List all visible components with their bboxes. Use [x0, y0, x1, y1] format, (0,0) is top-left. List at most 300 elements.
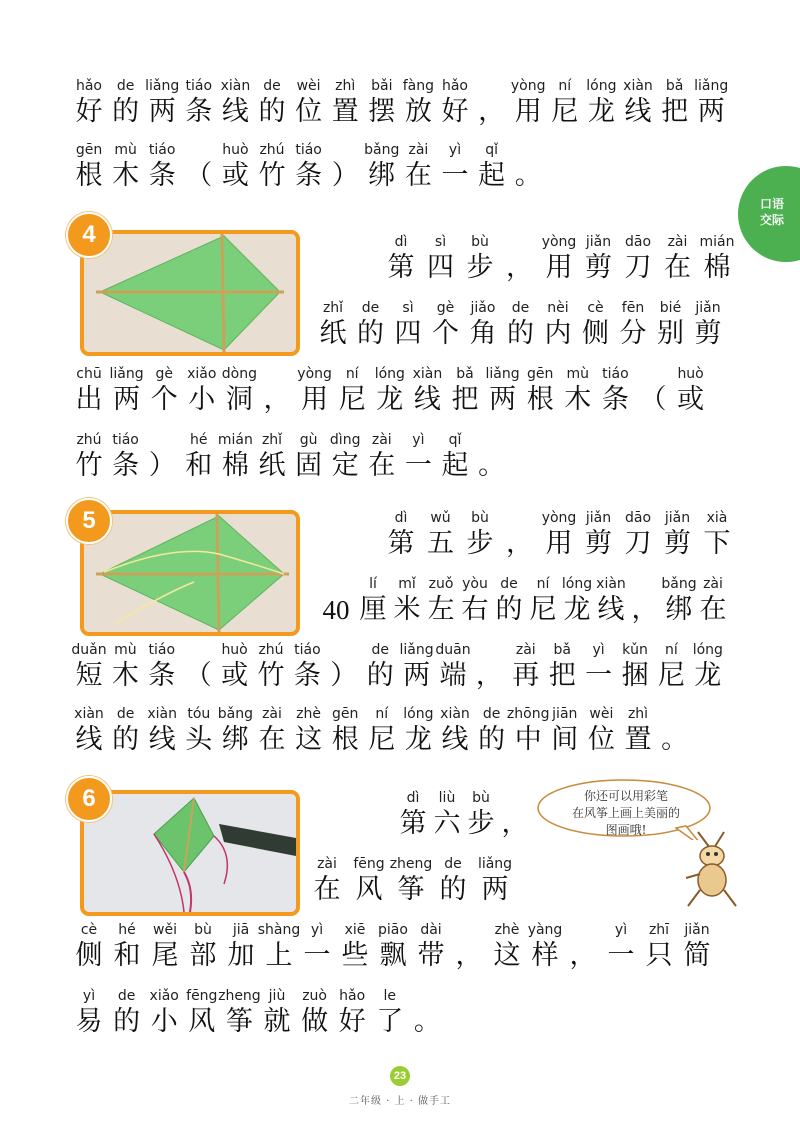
pinyin: ní	[558, 78, 572, 94]
hanzi: 用	[301, 384, 329, 415]
hanzi: 小	[150, 1006, 178, 1037]
pinyin: tiáo	[295, 142, 322, 158]
bubble-text: 你还可以用彩笔 在风筝上画上美丽的 图画哦!	[571, 789, 680, 837]
pinyin: yì	[310, 922, 324, 938]
pinyin: zuǒ	[428, 576, 454, 592]
pinyin: xiǎo	[187, 366, 217, 382]
hanzi: 刀	[624, 252, 652, 283]
pinyin: bù	[194, 922, 212, 938]
page-number: 23	[390, 1066, 410, 1086]
pinyin: lí	[369, 576, 377, 592]
pinyin: gēn	[75, 142, 103, 158]
hanzi: 在	[664, 252, 691, 283]
step-4-photo	[80, 230, 300, 356]
hanzi: 条	[295, 160, 323, 191]
pinyin: zài	[262, 706, 282, 722]
hanzi: 剪	[664, 528, 691, 559]
hanzi: 的	[507, 318, 534, 349]
hanzi: 的	[495, 594, 523, 625]
hanzi: 条	[148, 660, 176, 691]
pinyin: bǎng	[364, 142, 400, 158]
pinyin: dāo	[624, 234, 652, 250]
pinyin: qǐ	[485, 142, 498, 158]
hanzi: 在	[404, 160, 432, 191]
hanzi: 端	[439, 660, 467, 691]
hanzi: 个	[150, 384, 178, 415]
hanzi: 米	[393, 594, 421, 625]
pinyin: tiáo	[148, 642, 176, 658]
pinyin: bù	[471, 510, 489, 526]
pinyin: tiáo	[185, 78, 213, 94]
pinyin: huò	[677, 366, 704, 382]
hanzi: 固	[295, 450, 323, 481]
pinyin: xiàn	[623, 78, 653, 94]
hanzi: 线	[75, 724, 103, 755]
pinyin: zài	[515, 642, 536, 658]
pinyin: zài	[408, 142, 429, 158]
hanzi: 龙	[587, 96, 615, 127]
hanzi: 做	[301, 1006, 329, 1037]
pinyin: bǎ	[456, 366, 474, 382]
pinyin: de	[511, 300, 530, 316]
hanzi: 线	[441, 724, 469, 755]
hanzi: 龙	[694, 660, 722, 691]
pinyin: liǎng	[477, 856, 513, 872]
hanzi: 内	[544, 318, 572, 349]
pinyin: liǎng	[485, 366, 520, 382]
pinyin: bié	[659, 300, 682, 316]
hanzi: 位	[587, 724, 615, 755]
pinyin: jiǎn	[695, 300, 721, 316]
pinyin: lóng	[403, 706, 434, 722]
pinyin: huò	[222, 142, 249, 158]
pinyin: liǎng	[399, 642, 434, 658]
hanzi: 剪	[694, 318, 722, 349]
pinyin: lóng	[374, 366, 405, 382]
pinyin: jiǎo	[470, 300, 496, 316]
hanzi: 和	[185, 450, 213, 481]
cricket-mascot-icon	[680, 830, 740, 910]
pinyin: bǎi	[371, 78, 393, 94]
hanzi: 的	[113, 1006, 141, 1037]
pinyin: zhōng	[506, 706, 550, 722]
pinyin: fàng	[402, 78, 435, 94]
hanzi: 把	[661, 96, 689, 127]
pinyin: gù	[299, 432, 318, 448]
pinyin: de	[263, 78, 281, 94]
pinyin: liǎng	[145, 78, 180, 94]
hanzi: 右	[461, 594, 489, 625]
pinyin: xiē	[344, 922, 366, 938]
pinyin: xiàn	[220, 78, 251, 94]
hanzi: 棉	[703, 252, 731, 283]
kite-string-illustration	[84, 514, 296, 632]
pinyin: gè	[436, 300, 455, 316]
pinyin: yòng	[297, 366, 332, 382]
pinyin: mǐ	[398, 576, 416, 592]
pinyin: mián	[699, 234, 735, 250]
pinyin: xiàn	[147, 706, 178, 722]
hanzi: 再	[512, 660, 540, 691]
hanzi: ，	[475, 660, 503, 691]
hanzi: 置	[331, 96, 359, 127]
hanzi: 纸	[258, 450, 286, 481]
hanzi: 线	[148, 724, 176, 755]
pinyin: zhú	[259, 142, 285, 158]
hanzi: 的	[112, 724, 140, 755]
pinyin: liǎng	[109, 366, 144, 382]
kite-frame-illustration	[84, 234, 296, 352]
hanzi: 在	[313, 874, 341, 905]
hanzi: 尼	[529, 594, 557, 625]
hanzi: 这	[295, 724, 323, 755]
hanzi: 步	[466, 528, 494, 559]
text-line	[0, 142, 800, 202]
pinyin: mù	[114, 142, 137, 158]
hanzi: 木	[564, 384, 592, 415]
pinyin: gēn	[527, 366, 554, 382]
pinyin: yì	[614, 922, 628, 938]
hanzi: 短	[75, 660, 103, 691]
pinyin: de	[116, 706, 135, 722]
pinyin: yì	[592, 642, 605, 658]
hanzi: 步	[466, 252, 494, 283]
pinyin: liǎng	[694, 78, 729, 94]
pinyin: jiǎn	[585, 234, 612, 250]
pinyin: yì	[82, 988, 96, 1004]
pinyin: bǎng	[661, 576, 697, 592]
hanzi: 条	[601, 384, 629, 415]
pinyin: dòng	[221, 366, 257, 382]
pinyin: tiáo	[148, 142, 176, 158]
hanzi: ，	[506, 528, 533, 559]
pinyin: yì	[448, 142, 462, 158]
pinyin: tiáo	[602, 366, 629, 382]
hanzi: 第	[399, 808, 427, 839]
pinyin: de	[444, 856, 462, 872]
hanzi: 一	[585, 660, 613, 691]
hanzi: 线	[221, 96, 249, 127]
hanzi: 一	[404, 450, 432, 481]
hanzi: 带	[417, 940, 445, 971]
hanzi: 四	[394, 318, 422, 349]
pinyin: yòu	[462, 576, 488, 592]
hanzi: 一	[441, 160, 469, 191]
hanzi: ）	[148, 450, 176, 481]
pinyin: yì	[412, 432, 425, 448]
hanzi: ，	[569, 940, 597, 971]
hanzi: ，	[455, 940, 483, 971]
hanzi: 第	[387, 528, 415, 559]
hanzi: 六	[433, 808, 461, 839]
pinyin: dāo	[624, 510, 652, 526]
hanzi: 线	[597, 594, 625, 625]
pinyin: nèi	[547, 300, 569, 316]
hanzi: 风	[355, 874, 383, 905]
hanzi: 尼	[338, 384, 366, 415]
hanzi: 木	[111, 660, 139, 691]
pinyin: de	[500, 576, 518, 592]
hanzi: 两	[148, 96, 176, 127]
hanzi: 。	[514, 160, 542, 191]
pinyin: sì	[402, 300, 414, 316]
hanzi: ）	[331, 160, 359, 191]
pinyin: dìng	[329, 432, 361, 448]
pinyin: xià	[706, 510, 728, 526]
pinyin: lóng	[586, 78, 617, 94]
pinyin: wèi	[589, 706, 614, 722]
pinyin: de	[117, 988, 136, 1004]
pinyin: cè	[80, 922, 98, 938]
hanzi: 加	[227, 940, 255, 971]
step-5-photo	[80, 510, 300, 636]
hanzi: 起	[478, 160, 506, 191]
hanzi: 线	[624, 96, 652, 127]
pinyin: hǎo	[75, 78, 103, 94]
hanzi: 下	[703, 528, 731, 559]
pinyin: dì	[406, 790, 420, 806]
hanzi: 木	[112, 160, 140, 191]
pinyin: duǎn	[71, 642, 107, 658]
hanzi: 就	[263, 1006, 291, 1037]
hanzi: （	[185, 160, 213, 191]
hanzi: 部	[189, 940, 217, 971]
hanzi: 摆	[368, 96, 396, 127]
hanzi: 根	[526, 384, 554, 415]
hanzi: 洞	[225, 384, 253, 415]
hanzi: 根	[75, 160, 103, 191]
hanzi: 角	[469, 318, 497, 349]
pinyin: hé	[118, 922, 136, 938]
hanzi: 个	[432, 318, 459, 349]
pinyin: huò	[221, 642, 248, 658]
pinyin: lóng	[692, 642, 723, 658]
hanzi: 筝	[225, 1006, 253, 1037]
hanzi: 小	[188, 384, 216, 415]
text-line	[0, 78, 800, 138]
pinyin: bǎ	[665, 78, 684, 94]
pinyin: hé	[190, 432, 208, 448]
hanzi: 或	[221, 160, 249, 191]
pinyin: jiǎn	[684, 922, 710, 938]
pinyin: ní	[375, 706, 389, 722]
pinyin: wěi	[153, 922, 177, 938]
hanzi: 四	[427, 252, 454, 283]
pinyin: zheng	[218, 988, 261, 1004]
hanzi: 些	[341, 940, 369, 971]
pinyin: duān	[435, 642, 471, 658]
pinyin: hǎo	[339, 988, 366, 1004]
hanzi: 好	[441, 96, 469, 127]
text-line	[0, 922, 800, 982]
step-4-badge: 4	[66, 212, 112, 258]
hanzi: 棉	[221, 450, 249, 481]
hanzi: 的	[439, 874, 467, 905]
side-tab-label: 口语 交际	[759, 197, 784, 227]
hanzi: ，	[506, 252, 533, 283]
pinyin: hǎo	[441, 78, 469, 94]
hanzi: 把	[451, 384, 479, 415]
pinyin: shàng	[257, 922, 301, 938]
pinyin: bǎ	[553, 642, 571, 658]
hanzi: ）	[330, 660, 358, 691]
pinyin: zài	[317, 856, 337, 872]
hanzi: ，	[501, 808, 529, 839]
hanzi: 的	[112, 96, 140, 127]
hanzi: 条	[185, 96, 213, 127]
pinyin: tiáo	[112, 432, 139, 448]
pinyin: zhī	[648, 922, 670, 938]
hanzi: （	[639, 384, 667, 415]
number-text: 40	[322, 595, 350, 625]
pinyin: cè	[587, 300, 604, 316]
hanzi: 。	[478, 450, 506, 481]
hanzi: 竹	[75, 450, 103, 481]
pinyin: xiàn	[596, 576, 626, 592]
pinyin: liù	[438, 790, 456, 806]
pinyin: fēn	[621, 300, 645, 316]
pinyin: chū	[76, 366, 102, 382]
hanzi: 条	[112, 450, 140, 481]
hanzi: 好	[338, 1006, 366, 1037]
hanzi: 置	[624, 724, 652, 755]
hanzi: 步	[467, 808, 495, 839]
hanzi: 一	[607, 940, 635, 971]
hanzi: 起	[441, 450, 469, 481]
pinyin: zài	[703, 576, 723, 592]
hanzi: 的	[366, 660, 394, 691]
pinyin: lóng	[561, 576, 593, 592]
pinyin: zhǐ	[261, 432, 283, 448]
hanzi: 。	[661, 724, 689, 755]
hanzi: 的	[478, 724, 506, 755]
pinyin: sì	[434, 234, 447, 250]
hanzi: 绑	[221, 724, 249, 755]
pinyin: zài	[667, 234, 688, 250]
hanzi: 用	[545, 528, 573, 559]
pinyin: le	[383, 988, 397, 1004]
pinyin: ní	[665, 642, 678, 658]
hanzi: 筝	[397, 874, 425, 905]
pinyin: zhè	[296, 706, 322, 722]
text-line	[0, 706, 800, 766]
hanzi: 左	[427, 594, 455, 625]
hanzi: 别	[657, 318, 684, 349]
pinyin: jiā	[232, 922, 250, 938]
hanzi: ，	[631, 594, 659, 625]
hanzi: 用	[545, 252, 573, 283]
hanzi: 竹	[258, 160, 286, 191]
pinyin: yòng	[541, 234, 577, 250]
hanzi: 的	[258, 96, 286, 127]
hanzi: 侧	[75, 940, 103, 971]
hanzi: （	[184, 660, 212, 691]
pinyin: yòng	[510, 78, 546, 94]
hanzi: 在	[699, 594, 727, 625]
pinyin: jiǎn	[585, 510, 612, 526]
hanzi: 放	[404, 96, 432, 127]
pinyin: zài	[371, 432, 392, 448]
hanzi: 飘	[379, 940, 407, 971]
pinyin: jiǎn	[664, 510, 691, 526]
hanzi: 样	[531, 940, 559, 971]
pinyin: dì	[394, 510, 408, 526]
pinyin: de	[116, 78, 135, 94]
hanzi: 只	[645, 940, 673, 971]
text-line	[0, 642, 800, 702]
hanzi: 上	[265, 940, 293, 971]
hanzi: 条	[148, 160, 176, 191]
hanzi: 纸	[319, 318, 347, 349]
hanzi: 剪	[585, 252, 612, 283]
kite-flying-illustration	[84, 794, 296, 912]
pinyin: xiàn	[412, 366, 443, 382]
pinyin: mù	[114, 642, 137, 658]
hanzi: 或	[221, 660, 249, 691]
step-6-photo	[80, 790, 300, 916]
pinyin: de	[361, 300, 380, 316]
pinyin: zhì	[627, 706, 649, 722]
hanzi: 易	[75, 1006, 103, 1037]
hanzi: 龙	[376, 384, 404, 415]
text-line	[0, 988, 800, 1048]
hanzi: 刀	[624, 528, 652, 559]
hanzi: 风	[188, 1006, 216, 1037]
hanzi: 一	[303, 940, 331, 971]
pinyin: jiān	[552, 706, 578, 722]
pinyin: piāo	[378, 922, 408, 938]
hanzi: 在	[368, 450, 396, 481]
hanzi: 这	[493, 940, 521, 971]
pinyin: xiàn	[74, 706, 104, 722]
pinyin: zhì	[335, 78, 356, 94]
hanzi: 把	[548, 660, 576, 691]
pinyin: zheng	[389, 856, 433, 872]
pinyin: wǔ	[430, 510, 451, 526]
pinyin: bǎng	[217, 706, 254, 722]
hanzi: 龙	[563, 594, 591, 625]
hanzi: 第	[387, 252, 415, 283]
hanzi: 两	[113, 384, 141, 415]
hanzi: 两	[403, 660, 431, 691]
pinyin: kǔn	[622, 642, 648, 658]
hanzi: 出	[75, 384, 103, 415]
hanzi: 侧	[582, 318, 609, 349]
hanzi: 尼	[368, 724, 396, 755]
pinyin: de	[482, 706, 501, 722]
step-6-badge: 6	[66, 776, 112, 822]
hanzi: 捆	[621, 660, 649, 691]
hanzi: 头	[185, 724, 213, 755]
hanzi: 位	[295, 96, 323, 127]
pinyin: ní	[536, 576, 550, 592]
page-footer: 二年级 · 上 · 做手工	[348, 1096, 452, 1107]
pinyin: yàng	[527, 922, 563, 938]
hanzi: 分	[619, 318, 647, 349]
hanzi: 间	[551, 724, 579, 755]
hanzi: 的	[357, 318, 384, 349]
hanzi: 中	[514, 724, 542, 755]
hanzi: 龙	[404, 724, 432, 755]
pinyin: zhú	[258, 642, 284, 658]
pinyin: tiáo	[294, 642, 321, 658]
hanzi: 剪	[585, 528, 612, 559]
pinyin: zhú	[76, 432, 102, 448]
hanzi: 两	[489, 384, 517, 415]
hanzi: ，	[263, 384, 291, 415]
hanzi: ，	[478, 96, 506, 127]
hanzi: 线	[413, 384, 441, 415]
